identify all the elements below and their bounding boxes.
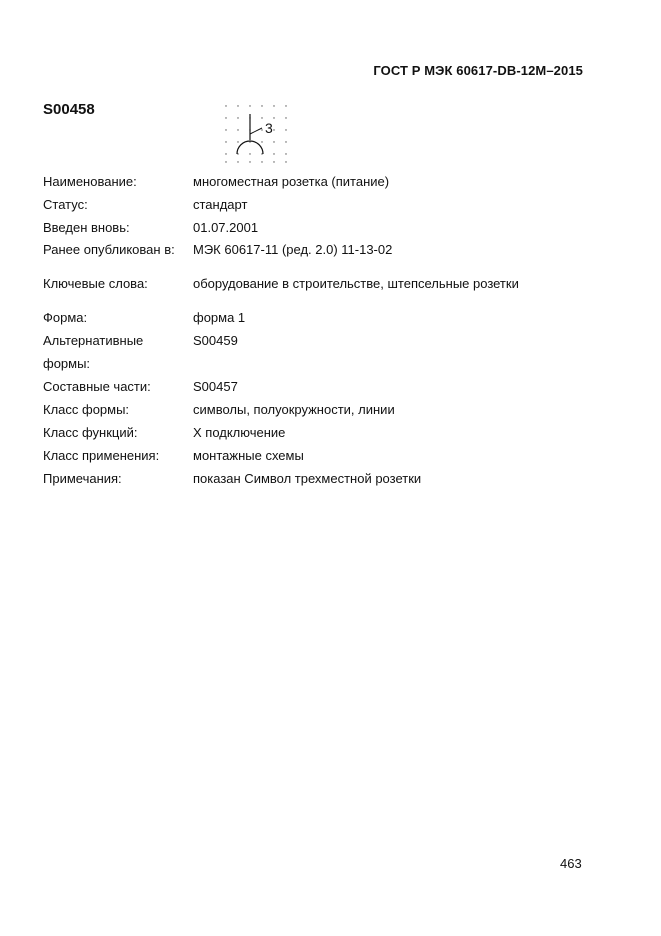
field-value: показан Символ трехместной розетки — [193, 471, 422, 486]
grid-dot — [225, 105, 226, 106]
grid-dot — [225, 141, 226, 142]
field-status — [43, 193, 603, 216]
field-introduced — [43, 216, 603, 239]
field-previously-published — [43, 238, 603, 261]
field-label: Ключевые слова: — [43, 276, 148, 291]
symbol-code: S00458 — [43, 101, 95, 118]
field-components — [43, 375, 603, 398]
grid-dot — [285, 161, 286, 162]
grid-dot — [237, 105, 238, 106]
grid-dot — [273, 105, 274, 106]
field-value: оборудование в строительстве, штепсельные розетки — [193, 276, 519, 291]
field-label: Наименование: — [43, 174, 137, 189]
grid-dot — [261, 117, 262, 118]
grid-dot — [237, 129, 238, 130]
grid-dot — [237, 117, 238, 118]
page-number: 463 — [560, 856, 582, 871]
field-value: стандарт — [193, 197, 248, 212]
grid-dot — [273, 117, 274, 118]
field-notes — [43, 467, 603, 490]
field-form — [43, 306, 603, 329]
field-value: 01.07.2001 — [193, 220, 259, 235]
field-alternative-forms-cont — [43, 352, 603, 375]
grid-dot — [249, 153, 250, 154]
field-application-class — [43, 444, 603, 467]
field-value: монтажные схемы — [193, 448, 304, 463]
field-label: Класс применения: — [43, 448, 160, 463]
grid-dot — [273, 141, 274, 142]
field-label: Примечания: — [43, 471, 122, 486]
grid-dot — [225, 161, 226, 162]
symbol-grid — [225, 105, 286, 162]
field-label: Составные части: — [43, 379, 151, 394]
grid-dot — [261, 161, 262, 162]
grid-dot — [285, 129, 286, 130]
field-alternative-forms — [43, 329, 603, 352]
grid-dot — [285, 153, 286, 154]
field-label: Альтернативные — [43, 333, 144, 348]
grid-dot — [237, 141, 238, 142]
field-label: Введен вновь: — [43, 220, 130, 235]
symbol-number: 3 — [265, 120, 273, 136]
document-header: ГОСТ Р МЭК 60617-DB-12M–2015 — [373, 63, 583, 78]
field-value: символы, полуокружности, линии — [193, 402, 395, 417]
grid-dot — [249, 105, 250, 106]
grid-dot — [273, 129, 274, 130]
grid-dot — [237, 161, 238, 162]
grid-dot — [261, 141, 262, 142]
field-function-class — [43, 421, 603, 444]
grid-dot — [273, 153, 274, 154]
field-value: МЭК 60617-11 (ред. 2.0) 11-13-02 — [193, 242, 393, 257]
socket-symbol-icon — [218, 96, 298, 168]
grid-dot — [285, 117, 286, 118]
field-label: Статус: — [43, 197, 88, 212]
field-name — [43, 170, 603, 193]
field-value: X подключение — [193, 425, 286, 440]
field-value: S00459 — [193, 333, 238, 348]
grid-dot — [225, 153, 226, 154]
field-value: форма 1 — [193, 310, 246, 325]
field-label: Форма: — [43, 310, 88, 325]
field-label: формы: — [43, 356, 91, 371]
grid-dot — [249, 161, 250, 162]
field-value: многоместная розетка (питание) — [193, 174, 390, 189]
field-label: Ранее опубликован в: — [43, 242, 175, 257]
field-value — [193, 352, 603, 375]
field-label: Класс функций: — [43, 425, 138, 440]
field-keywords — [43, 272, 603, 295]
grid-dot — [261, 105, 262, 106]
grid-dot — [225, 129, 226, 130]
field-value: S00457 — [193, 379, 238, 394]
grid-dot — [285, 141, 286, 142]
field-label: Класс формы: — [43, 402, 130, 417]
field-form-class — [43, 398, 603, 421]
grid-dot — [261, 129, 262, 130]
grid-dot — [285, 105, 286, 106]
grid-dot — [273, 161, 274, 162]
grid-dot — [225, 117, 226, 118]
